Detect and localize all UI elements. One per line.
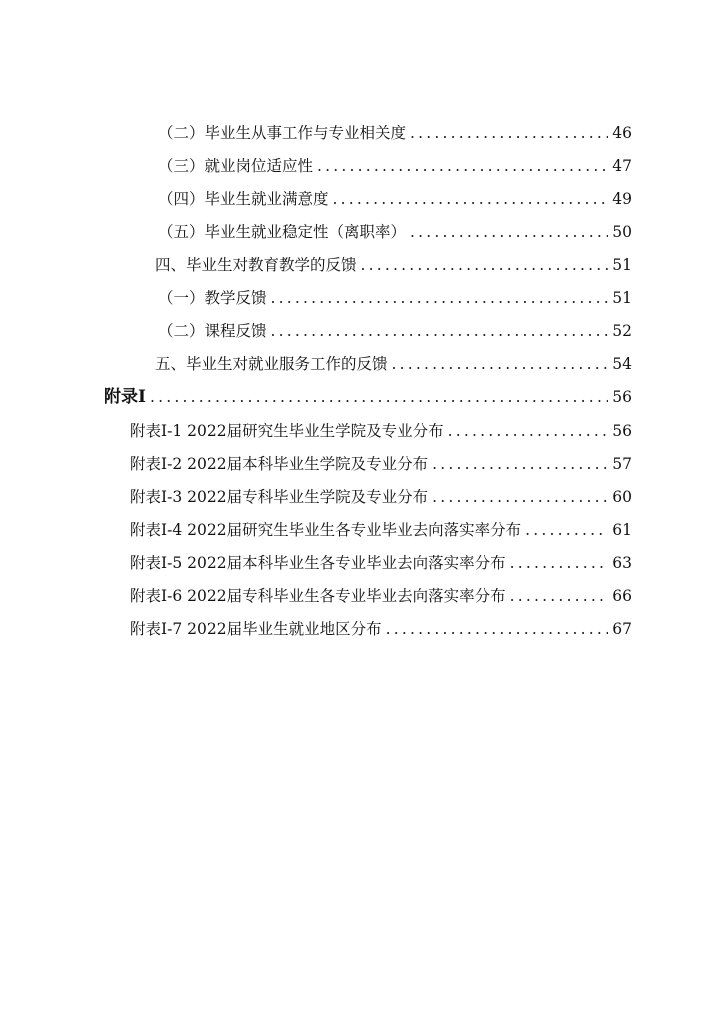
toc-entry-label: （五）毕业生就业稳定性（离职率）	[158, 223, 407, 241]
toc-entry-appendix[interactable]	[104, 385, 632, 409]
toc-entry-page: 51	[612, 289, 632, 307]
toc-entry-page: 66	[612, 587, 632, 605]
toc-entry-label: 附表Ⅰ-5 2022届本科毕业生各专业毕业去向落实率分布	[130, 554, 506, 572]
toc-entry-label: 附录Ⅰ	[104, 387, 146, 407]
toc-entry[interactable]	[130, 584, 632, 608]
toc-entry-label: 附表Ⅰ-4 2022届研究生毕业生各专业毕业去向落实率分布	[130, 521, 522, 539]
dot-leader	[392, 352, 609, 376]
toc-entry-label: 五、毕业生对就业服务工作的反馈	[155, 355, 388, 373]
toc-entry[interactable]	[130, 419, 632, 443]
toc-entry[interactable]	[130, 452, 632, 476]
toc-entry-page: 50	[612, 223, 632, 241]
dot-leader	[510, 551, 609, 575]
toc-entry[interactable]	[130, 485, 632, 509]
toc-entry-label: 附表Ⅰ-3 2022届专科毕业生学院及专业分布	[130, 488, 429, 506]
dot-leader	[386, 617, 609, 641]
toc-entry-page: 67	[612, 620, 632, 638]
toc-entry-page: 61	[612, 521, 632, 539]
toc-entry[interactable]	[155, 352, 632, 376]
toc-entry-page: 47	[612, 157, 632, 175]
toc-entry[interactable]	[155, 253, 632, 277]
dot-leader	[448, 419, 609, 443]
toc-entry-label: （二）毕业生从事工作与专业相关度	[158, 124, 407, 142]
toc-entry-page: 51	[612, 256, 632, 274]
toc-entry-page: 56	[612, 388, 632, 406]
toc-entry-page: 60	[612, 488, 632, 506]
toc-entry-page: 52	[612, 322, 632, 340]
toc-entry[interactable]	[158, 154, 632, 178]
toc-entry-page: 49	[612, 190, 632, 208]
toc-entry-label: 四、毕业生对教育教学的反馈	[155, 256, 357, 274]
dot-leader	[150, 385, 608, 409]
toc-entry-label: 附表Ⅰ-2 2022届本科毕业生学院及专业分布	[130, 455, 429, 473]
dot-leader	[361, 253, 609, 277]
dot-leader	[510, 584, 609, 608]
dot-leader	[432, 452, 608, 476]
toc-entry[interactable]	[158, 286, 632, 310]
dot-leader	[525, 518, 608, 542]
dot-leader	[333, 187, 609, 211]
toc-entry-label: 附表Ⅰ-1 2022届研究生毕业生学院及专业分布	[130, 422, 444, 440]
toc-entry-page: 56	[612, 422, 632, 440]
toc-entry-page: 46	[612, 124, 632, 142]
dot-leader	[410, 121, 608, 145]
toc-entry-label: （三）就业岗位适应性	[158, 157, 314, 175]
toc-entry[interactable]	[158, 319, 632, 343]
toc-entry[interactable]	[130, 518, 632, 542]
dot-leader	[410, 220, 608, 244]
toc-entry-label: （四）毕业生就业满意度	[158, 190, 329, 208]
toc-entry[interactable]	[130, 617, 632, 641]
toc-entry-label: 附表Ⅰ-7 2022届毕业生就业地区分布	[130, 620, 382, 638]
dot-leader	[271, 286, 609, 310]
toc-entry[interactable]	[158, 187, 632, 211]
toc-entry[interactable]	[158, 220, 632, 244]
toc-entry-page: 54	[612, 355, 632, 373]
toc-entry-label: 附表Ⅰ-6 2022届专科毕业生各专业毕业去向落实率分布	[130, 587, 506, 605]
dot-leader	[432, 485, 608, 509]
toc-entry-page: 57	[612, 455, 632, 473]
toc-entry-page: 63	[612, 554, 632, 572]
toc-entry[interactable]	[130, 551, 632, 575]
toc-entry-label: （二）课程反馈	[158, 322, 267, 340]
dot-leader	[317, 154, 608, 178]
toc-entry-label: （一）教学反馈	[158, 289, 267, 307]
toc-entry[interactable]	[158, 121, 632, 145]
dot-leader	[271, 319, 609, 343]
